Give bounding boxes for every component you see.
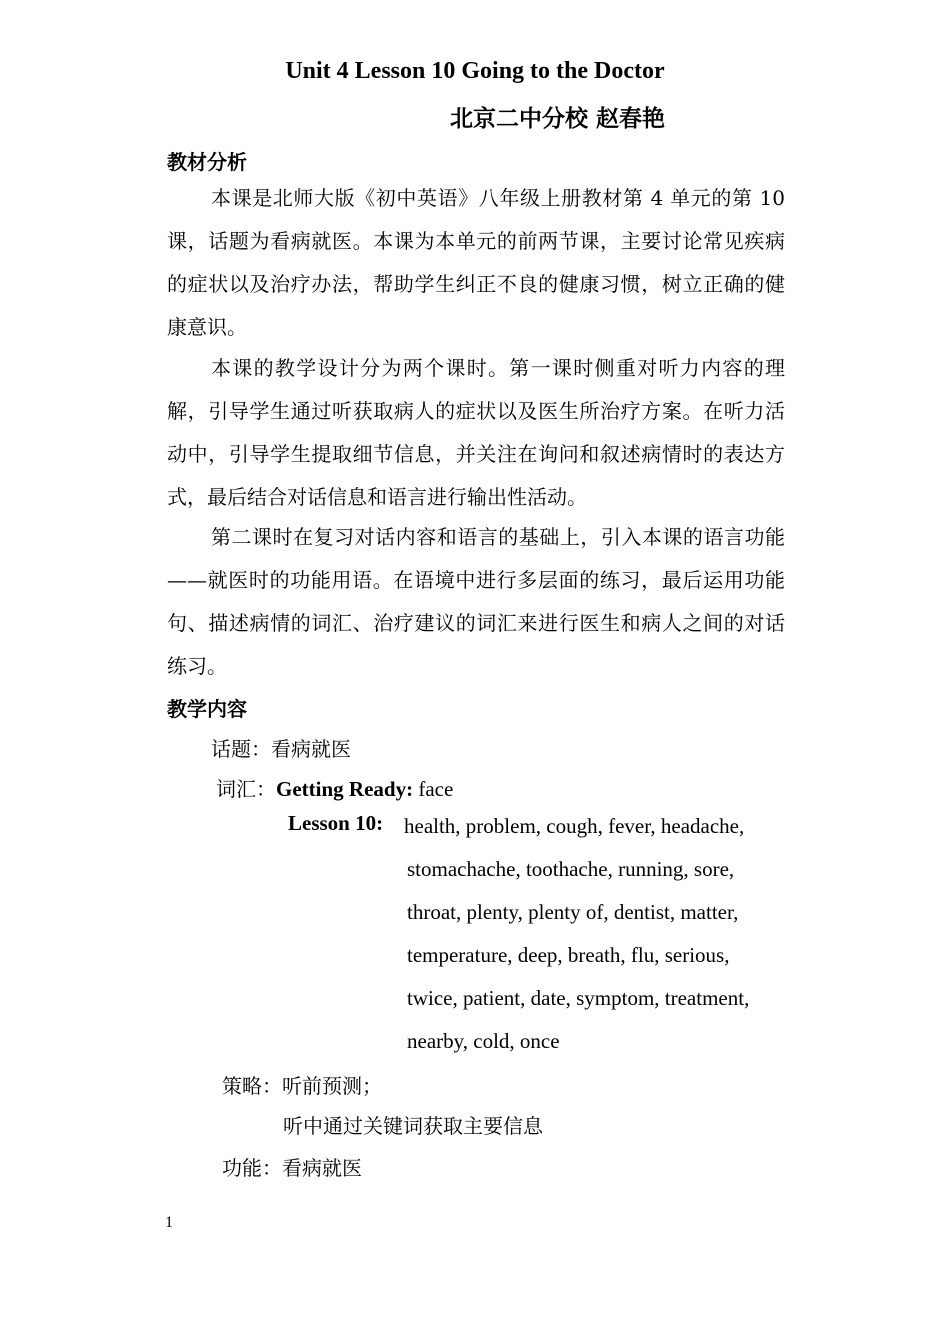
topic-label: 话题： (211, 737, 271, 761)
vocab-line-3: throat, plenty, plenty of, dentist, matter, (407, 900, 739, 924)
section-heading-content: 教学内容 (167, 697, 247, 721)
vocab-line-2: stomachache, toothache, running, sore, (407, 857, 735, 881)
vocab-line-6: nearby, cold, once (407, 1029, 560, 1053)
function-value: 看病就医 (282, 1156, 362, 1180)
paragraph-2-text: 本课的教学设计分为两个课时。第一课时侧重对听力内容的理解，引导学生通过听获取病人的症状以及医生所治疗方案。在听力活动中，引导学生提取细节信息，并关注在询问和叙述病情时的表达方式，最后结合对话信息和语言进行输出性活动。 (167, 356, 785, 509)
page-number: 1 (165, 1214, 173, 1231)
vocab-line-4: temperature, deep, breath, flu, serious, (407, 943, 730, 967)
strategy-label: 策略： (222, 1074, 282, 1098)
getting-ready-label: Getting Ready: (276, 777, 414, 801)
vocab-label: 词汇： (216, 777, 276, 801)
document-title: Unit 4 Lesson 10 Going to the Doctor (285, 58, 665, 84)
topic-value: 看病就医 (271, 737, 351, 761)
paragraph-3-text: 第二课时在复习对话内容和语言的基础上，引入本课的语言功能——就医时的功能用语。在语境中进行多层面的练习，最后运用功能句、描述病情的词汇、治疗建议的词汇来进行医生和病人之间的对话练习。 (167, 525, 785, 678)
function-row (222, 1152, 362, 1181)
function-label: 功能： (222, 1156, 282, 1180)
strategy-row (222, 1070, 382, 1099)
strategy-item-2: 听中通过关键词获取主要信息 (283, 1114, 543, 1138)
paragraph-1 (167, 177, 785, 349)
strategy-item-1: 听前预测； (282, 1074, 382, 1098)
paragraph-3 (167, 516, 785, 688)
topic-row (211, 733, 351, 762)
paragraph-2 (167, 347, 785, 519)
vocab-line-1: health, problem, cough, fever, headache, (404, 814, 745, 838)
author-line: 北京二中分校 赵春艳 (450, 106, 666, 132)
lesson-label: Lesson 10: (288, 811, 384, 835)
vocab-row (216, 773, 453, 802)
section-heading-analysis: 教材分析 (167, 150, 247, 174)
vocab-line-5: twice, patient, date, symptom, treatment, (407, 986, 750, 1010)
paragraph-1-text: 本课是北师大版《初中英语》八年级上册教材第 4 单元的第 10 课，话题为看病就医。本课为本单元的前两节课，主要讨论常见疾病的症状以及治疗办法，帮助学生纠正不良的健康习惯，树立正确的健康意识。 (167, 186, 785, 339)
getting-ready-words: face (418, 777, 454, 801)
